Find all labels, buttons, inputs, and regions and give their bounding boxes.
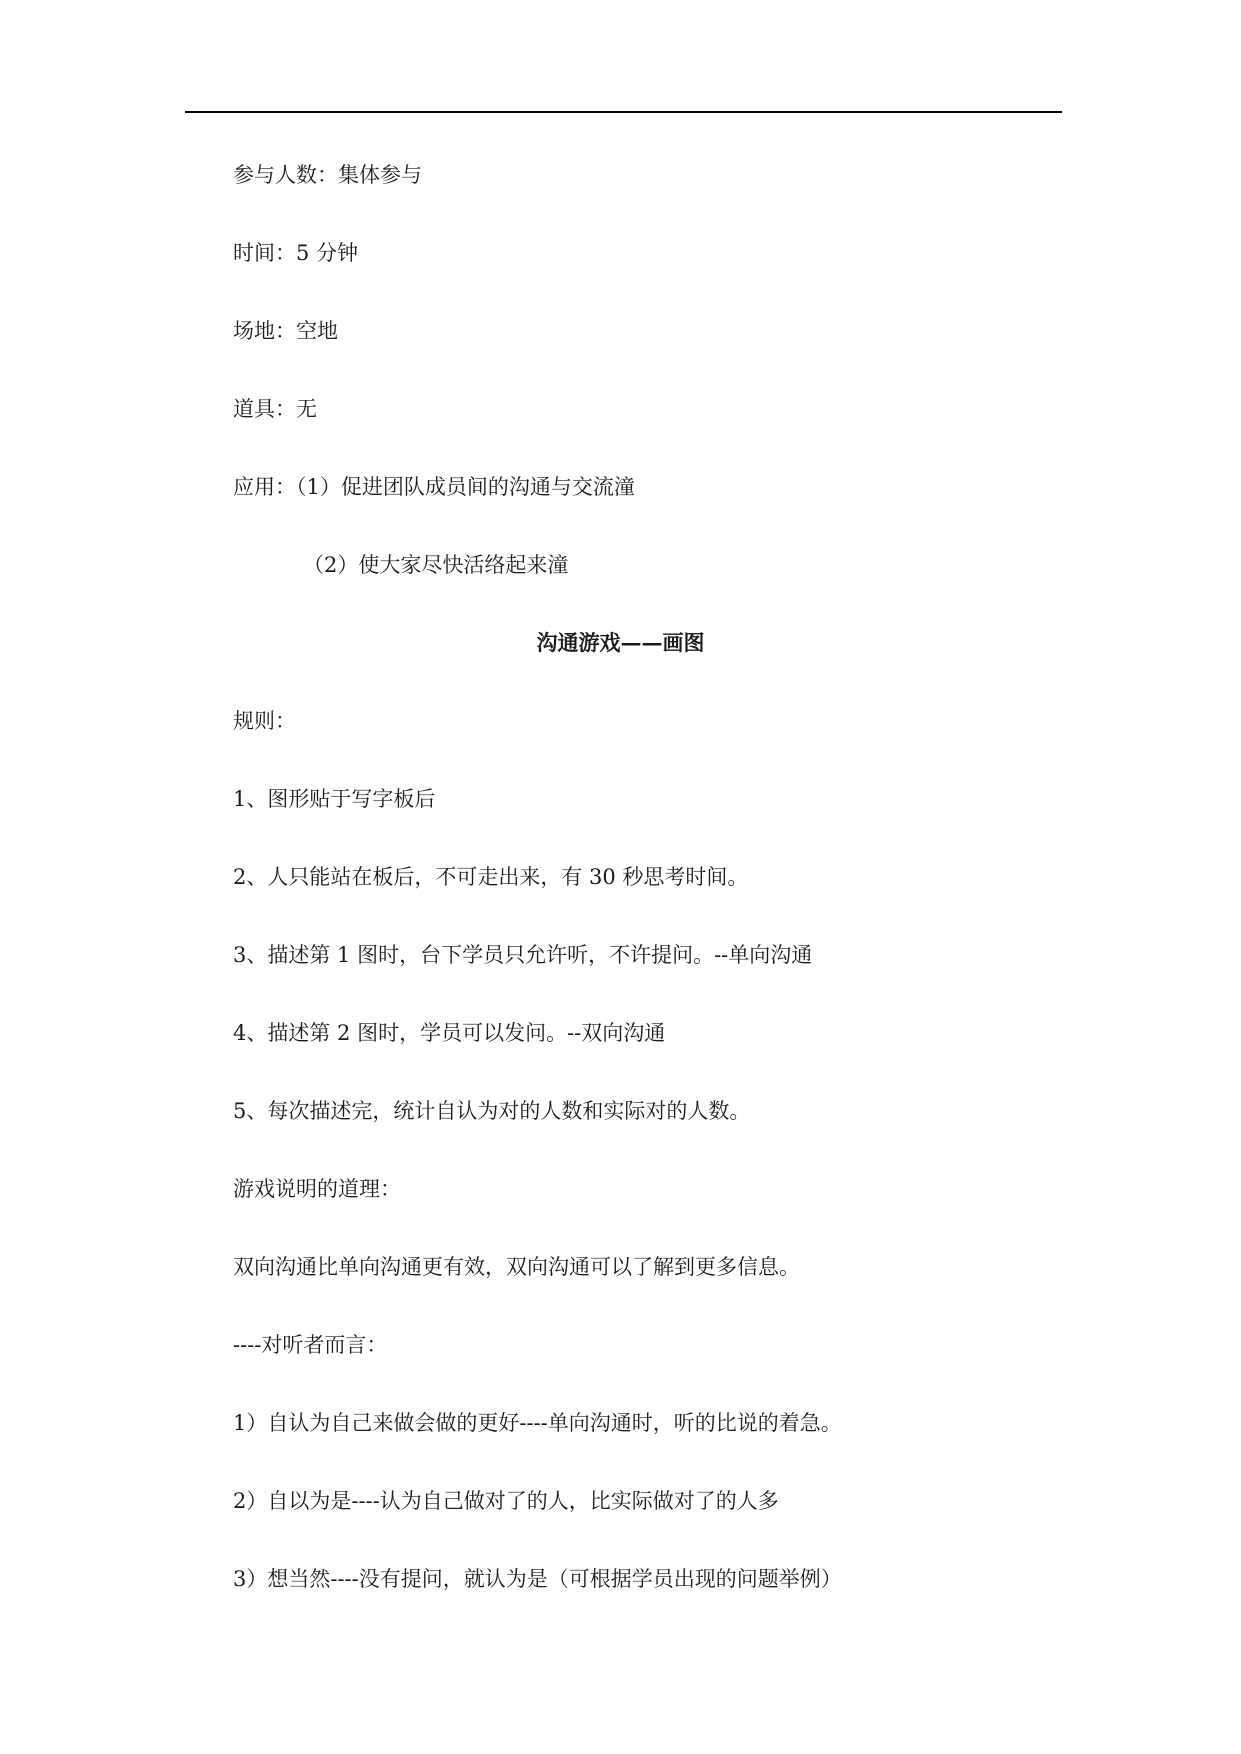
moral-label: 游戏说明的道理：: [233, 1177, 401, 1201]
rule-item: 1、图形贴于写字板后: [233, 787, 436, 811]
header-rule: [185, 111, 1062, 113]
listener-point: 1）自认为自己来做会做的更好----单向沟通时，听的比说的着急。: [233, 1411, 842, 1435]
participants-text: 参与人数：集体参与: [233, 163, 422, 187]
application-text-1: 应用：（1）促进团队成员间的沟通与交流潼: [233, 475, 635, 499]
listener-point: 3）想当然----没有提问，就认为是（可根据学员出现的问题举例）: [233, 1567, 842, 1591]
rule-item: 3、描述第 1 图时，台下学员只允许听，不许提问。--单向沟通: [233, 943, 813, 967]
rule-item: 5、每次描述完，统计自认为对的人数和实际对的人数。: [233, 1099, 751, 1123]
section-title: 沟通游戏——画图: [536, 630, 705, 655]
props-text: 道具：无: [233, 397, 317, 421]
rule-item: 4、描述第 2 图时，学员可以发问。--双向沟通: [233, 1021, 666, 1045]
listener-label: ----对听者而言：: [233, 1333, 388, 1357]
application-text-2: （2）使大家尽快活络起来潼: [303, 553, 569, 577]
venue-text: 场地：空地: [233, 319, 338, 343]
listener-point: 2）自以为是----认为自己做对了的人，比实际做对了的人多: [233, 1489, 779, 1513]
rules-label: 规则：: [233, 709, 296, 733]
moral-text: 双向沟通比单向沟通更有效，双向沟通可以了解到更多信息。: [233, 1255, 800, 1279]
time-text: 时间：5 分钟: [233, 241, 359, 265]
rule-item: 2、人只能站在板后，不可走出来，有 30 秒思考时间。: [233, 865, 749, 889]
